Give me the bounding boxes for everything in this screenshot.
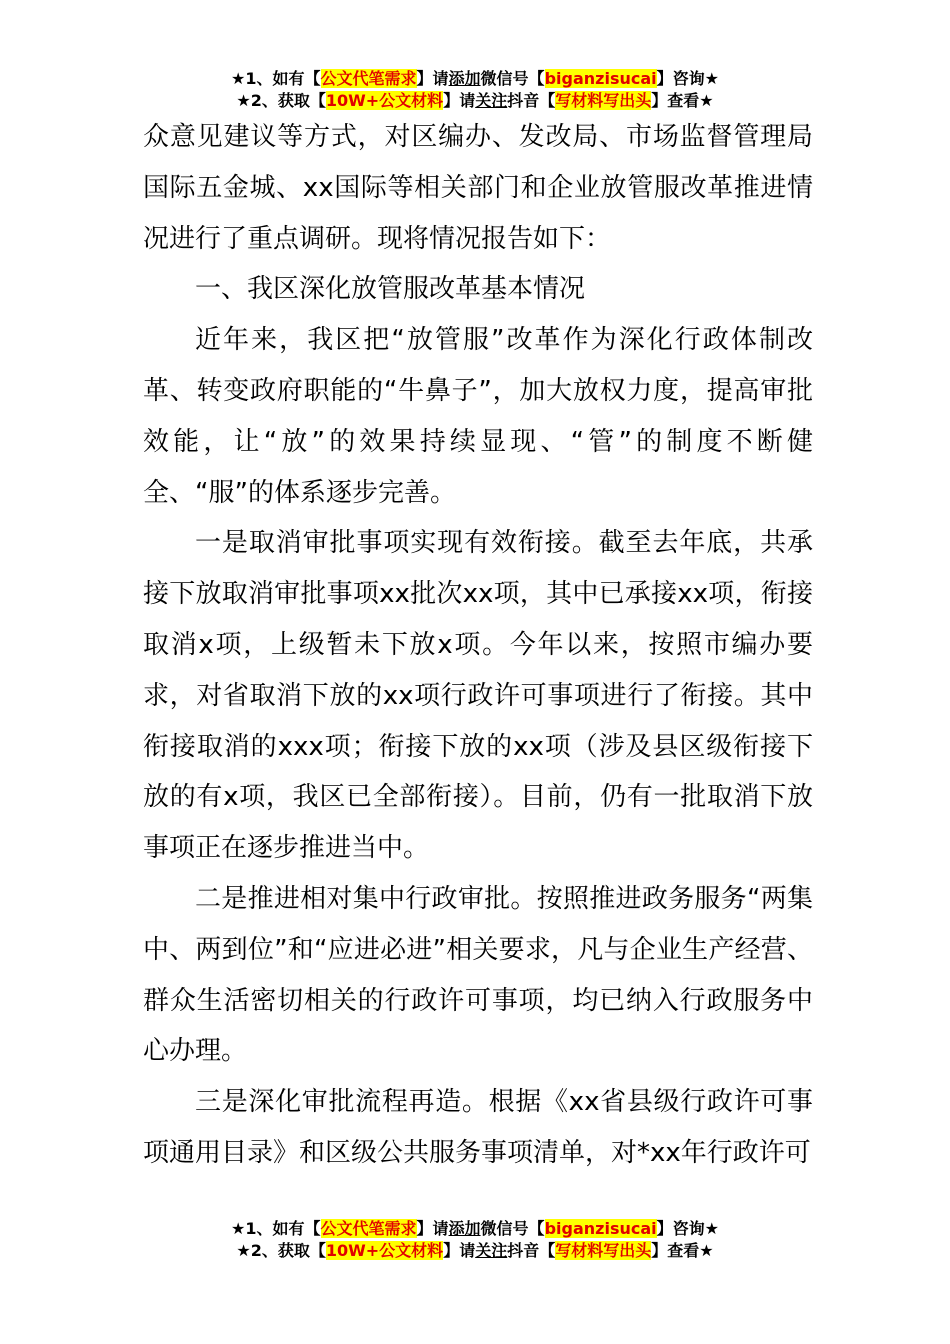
paragraph: 二是推进相对集中行政审批。按照推进政务服务“两集中、两到位”和“应进必进”相关要求，凡与企业生产经营、群众生活密切相关的行政许可事项，均已纳入行政服务中心办理。 bbox=[143, 883, 813, 1067]
footer-highlight-materials: 10W+公文材料 bbox=[325, 1241, 444, 1260]
document-body bbox=[143, 112, 813, 1179]
footer-highlight-douyin: 写材料写出头 bbox=[555, 1241, 652, 1260]
paragraph-continuation: 众意见建议等方式，对区编办、发改局、市场监督管理局国际五金城、xx国际等相关部门和企业放管服改革推进情况进行了重点调研。现将情况报告如下： bbox=[143, 122, 813, 254]
header-banner bbox=[0, 68, 950, 112]
banner-highlight-service: 公文代笔需求 bbox=[320, 69, 417, 88]
paragraph: 一是取消审批事项实现有效衔接。截至去年底，共承接下放取消审批事项xx批次xx项，其中已承接xx项，衔接取消x项，上级暂未下放x项。今年以来，按照市编办要求，对省取消下放的xx项行政许可事项进行了衔接。其中衔接取消的xxx项；衔接下放的xx项（涉及县区级衔接下放的有x项，我区已全部衔接）。目前，仍有一批取消下放事项正在逐步推进当中。 bbox=[143, 528, 813, 864]
banner-line-1: ★1、如有【公文代笔需求】请添加微信号【biganzisucai】咨询★ bbox=[231, 69, 719, 88]
footer-line-2: ★2、获取【10W+公文材料】请关注抖音【写材料写出头】查看★ bbox=[236, 1241, 714, 1260]
banner-line-2: ★2、获取【10W+公文材料】请关注抖音【写材料写出头】查看★ bbox=[236, 91, 714, 110]
footer-banner bbox=[0, 1218, 950, 1262]
section-heading: 一、我区深化放管服改革基本情况 bbox=[195, 274, 586, 305]
banner-highlight-wechat: biganzisucai bbox=[544, 69, 657, 88]
paragraph: 三是深化审批流程再造。根据《xx省县级行政许可事项通用目录》和区级公共服务事项清单，对*xx年行政许可 bbox=[143, 1087, 813, 1168]
banner-highlight-douyin: 写材料写出头 bbox=[555, 91, 652, 110]
footer-line-1: ★1、如有【公文代笔需求】请添加微信号【biganzisucai】咨询★ bbox=[231, 1219, 719, 1238]
footer-highlight-service: 公文代笔需求 bbox=[320, 1219, 417, 1238]
paragraph: 近年来，我区把“放管服”改革作为深化行政体制改革、转变政府职能的“牛鼻子”，加大放权力度，提高审批效能，让“放”的效果持续显现、“管”的制度不断健全、“服”的体系逐步完善。 bbox=[143, 325, 813, 508]
footer-highlight-wechat: biganzisucai bbox=[544, 1219, 657, 1238]
banner-highlight-materials: 10W+公文材料 bbox=[325, 91, 444, 110]
